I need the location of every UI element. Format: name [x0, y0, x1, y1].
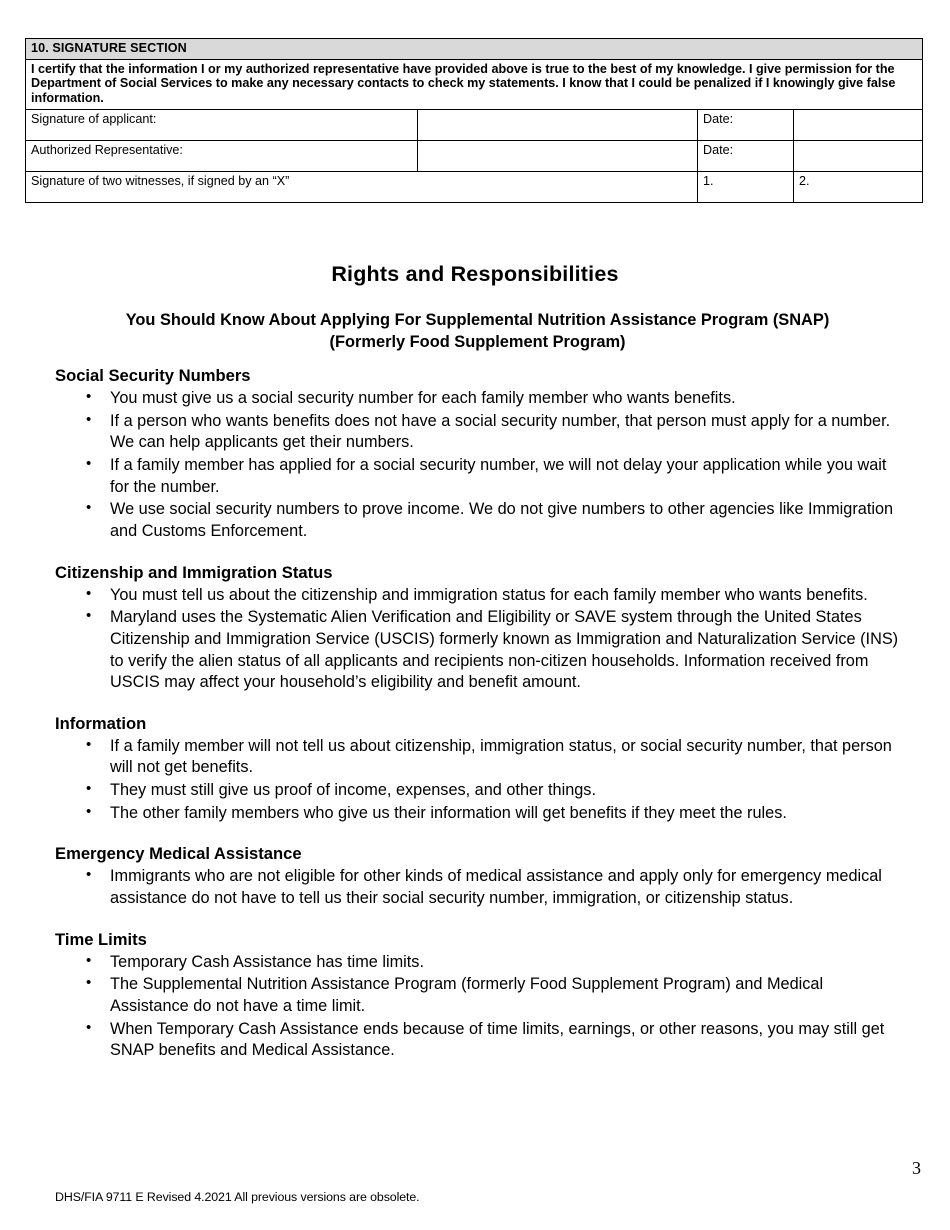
- table-row: [26, 171, 923, 202]
- page-number: 3: [912, 1158, 921, 1178]
- section-social-security-numbers: [55, 366, 905, 543]
- list-item: • We use social security numbers to prove income. We do not give numbers to other agencies like Immigration and Customs Enforcement.: [55, 499, 905, 542]
- section-emergency-medical-assistance: [55, 844, 905, 909]
- bullet-list: [55, 388, 905, 543]
- list-item: • You must give us a social security number for each family member who wants benefits.: [55, 388, 905, 410]
- list-item: • When Temporary Cash Assistance ends because of time limits, earnings, or other reasons, you may still get SNAP benefits and Medical Assistance.: [55, 1019, 905, 1062]
- section-heading: Information: [55, 713, 147, 733]
- list-item: • Maryland uses the Systematic Alien Verification and Eligibility or SAVE system through the United States Citizenship and Immigration Service (USCIS) formerly known as Immigration and Naturalization Service (INS) to verify the alien status of all applicants and recipients non-citizen households. Information received from USCIS may affect your household’s eligibility and benefit amount.: [55, 607, 905, 694]
- section-time-limits: [55, 930, 905, 1062]
- applicant-date-label: Date:: [698, 109, 794, 140]
- authorized-representative-signature-field[interactable]: [418, 140, 698, 171]
- list-item: • The Supplemental Nutrition Assistance Program (formerly Food Supplement Program) and Medical Assistance do not have a time limit.: [55, 974, 905, 1017]
- page-subtitle: [55, 310, 900, 354]
- list-item: • They must still give us proof of income, expenses, and other things.: [55, 780, 905, 802]
- section-heading: Citizenship and Immigration Status: [55, 562, 333, 582]
- list-item: • If a family member will not tell us about citizenship, immigration status, or social security number, that person will not get benefits.: [55, 736, 905, 779]
- list-item: • The other family members who give us their information will get benefits if they meet the rules.: [55, 803, 905, 825]
- witness-two-field[interactable]: 2.: [794, 171, 923, 202]
- bullet-list: [55, 585, 905, 694]
- list-item: • If a person who wants benefits does not have a social security number, that person must apply for a number. We can help applicants get their numbers.: [55, 411, 905, 454]
- list-item: • Immigrants who are not eligible for other kinds of medical assistance and apply only for emergency medical assistance do not have to tell us their social security number, immigration, or citizenship status.: [55, 866, 905, 909]
- page-subtitle-line-2: (Formerly Food Supplement Program): [329, 332, 626, 351]
- table-row: [26, 109, 923, 140]
- signature-section-table: [25, 38, 922, 203]
- signature-section-header-row: [26, 39, 923, 60]
- certification-row: [26, 59, 923, 109]
- section-heading: Social Security Numbers: [55, 366, 251, 385]
- signature-section-header: 10. SIGNATURE SECTION: [26, 39, 923, 60]
- certification-statement: I certify that the information I or my authorized representative have provided above is true to the best of my knowledge. I give permission for the Department of Social Services to make any necessary contacts to check my statements. I know that I could be penalized if I knowingly give false information.: [26, 59, 923, 109]
- authorized-representative-label: Authorized Representative:: [26, 140, 418, 171]
- page-title: Rights and Responsibilities: [331, 262, 619, 286]
- list-item: • Temporary Cash Assistance has time limits.: [55, 952, 905, 974]
- section-information: [55, 714, 905, 825]
- authorized-representative-date-label: Date:: [698, 140, 794, 171]
- list-item: • If a family member has applied for a social security number, we will not delay your application while you wait for the number.: [55, 455, 905, 498]
- content-body: [55, 366, 905, 1063]
- applicant-signature-label: Signature of applicant:: [26, 109, 418, 140]
- authorized-representative-date-field[interactable]: [794, 140, 923, 171]
- list-item: • You must tell us about the citizenship and immigration status for each family member who wants benefits.: [55, 585, 905, 607]
- section-citizenship-and-immigration-status: [55, 563, 905, 694]
- section-heading: Emergency Medical Assistance: [55, 844, 302, 864]
- form-id-footer-note: DHS/FIA 9711 E Revised 4.2021 All previous versions are obsolete.: [55, 1190, 420, 1204]
- bullet-list: [55, 736, 905, 825]
- applicant-date-field[interactable]: [794, 109, 923, 140]
- witness-signature-label: Signature of two witnesses, if signed by an “X”: [26, 171, 698, 202]
- witness-one-field[interactable]: 1.: [698, 171, 794, 202]
- bullet-list: [55, 866, 905, 909]
- page-subtitle-line-1: You Should Know About Applying For Supplemental Nutrition Assistance Program (SNAP): [125, 311, 830, 329]
- bullet-list: [55, 952, 905, 1062]
- table-row: [26, 140, 923, 171]
- section-heading: Time Limits: [55, 929, 147, 949]
- applicant-signature-field[interactable]: [418, 109, 698, 140]
